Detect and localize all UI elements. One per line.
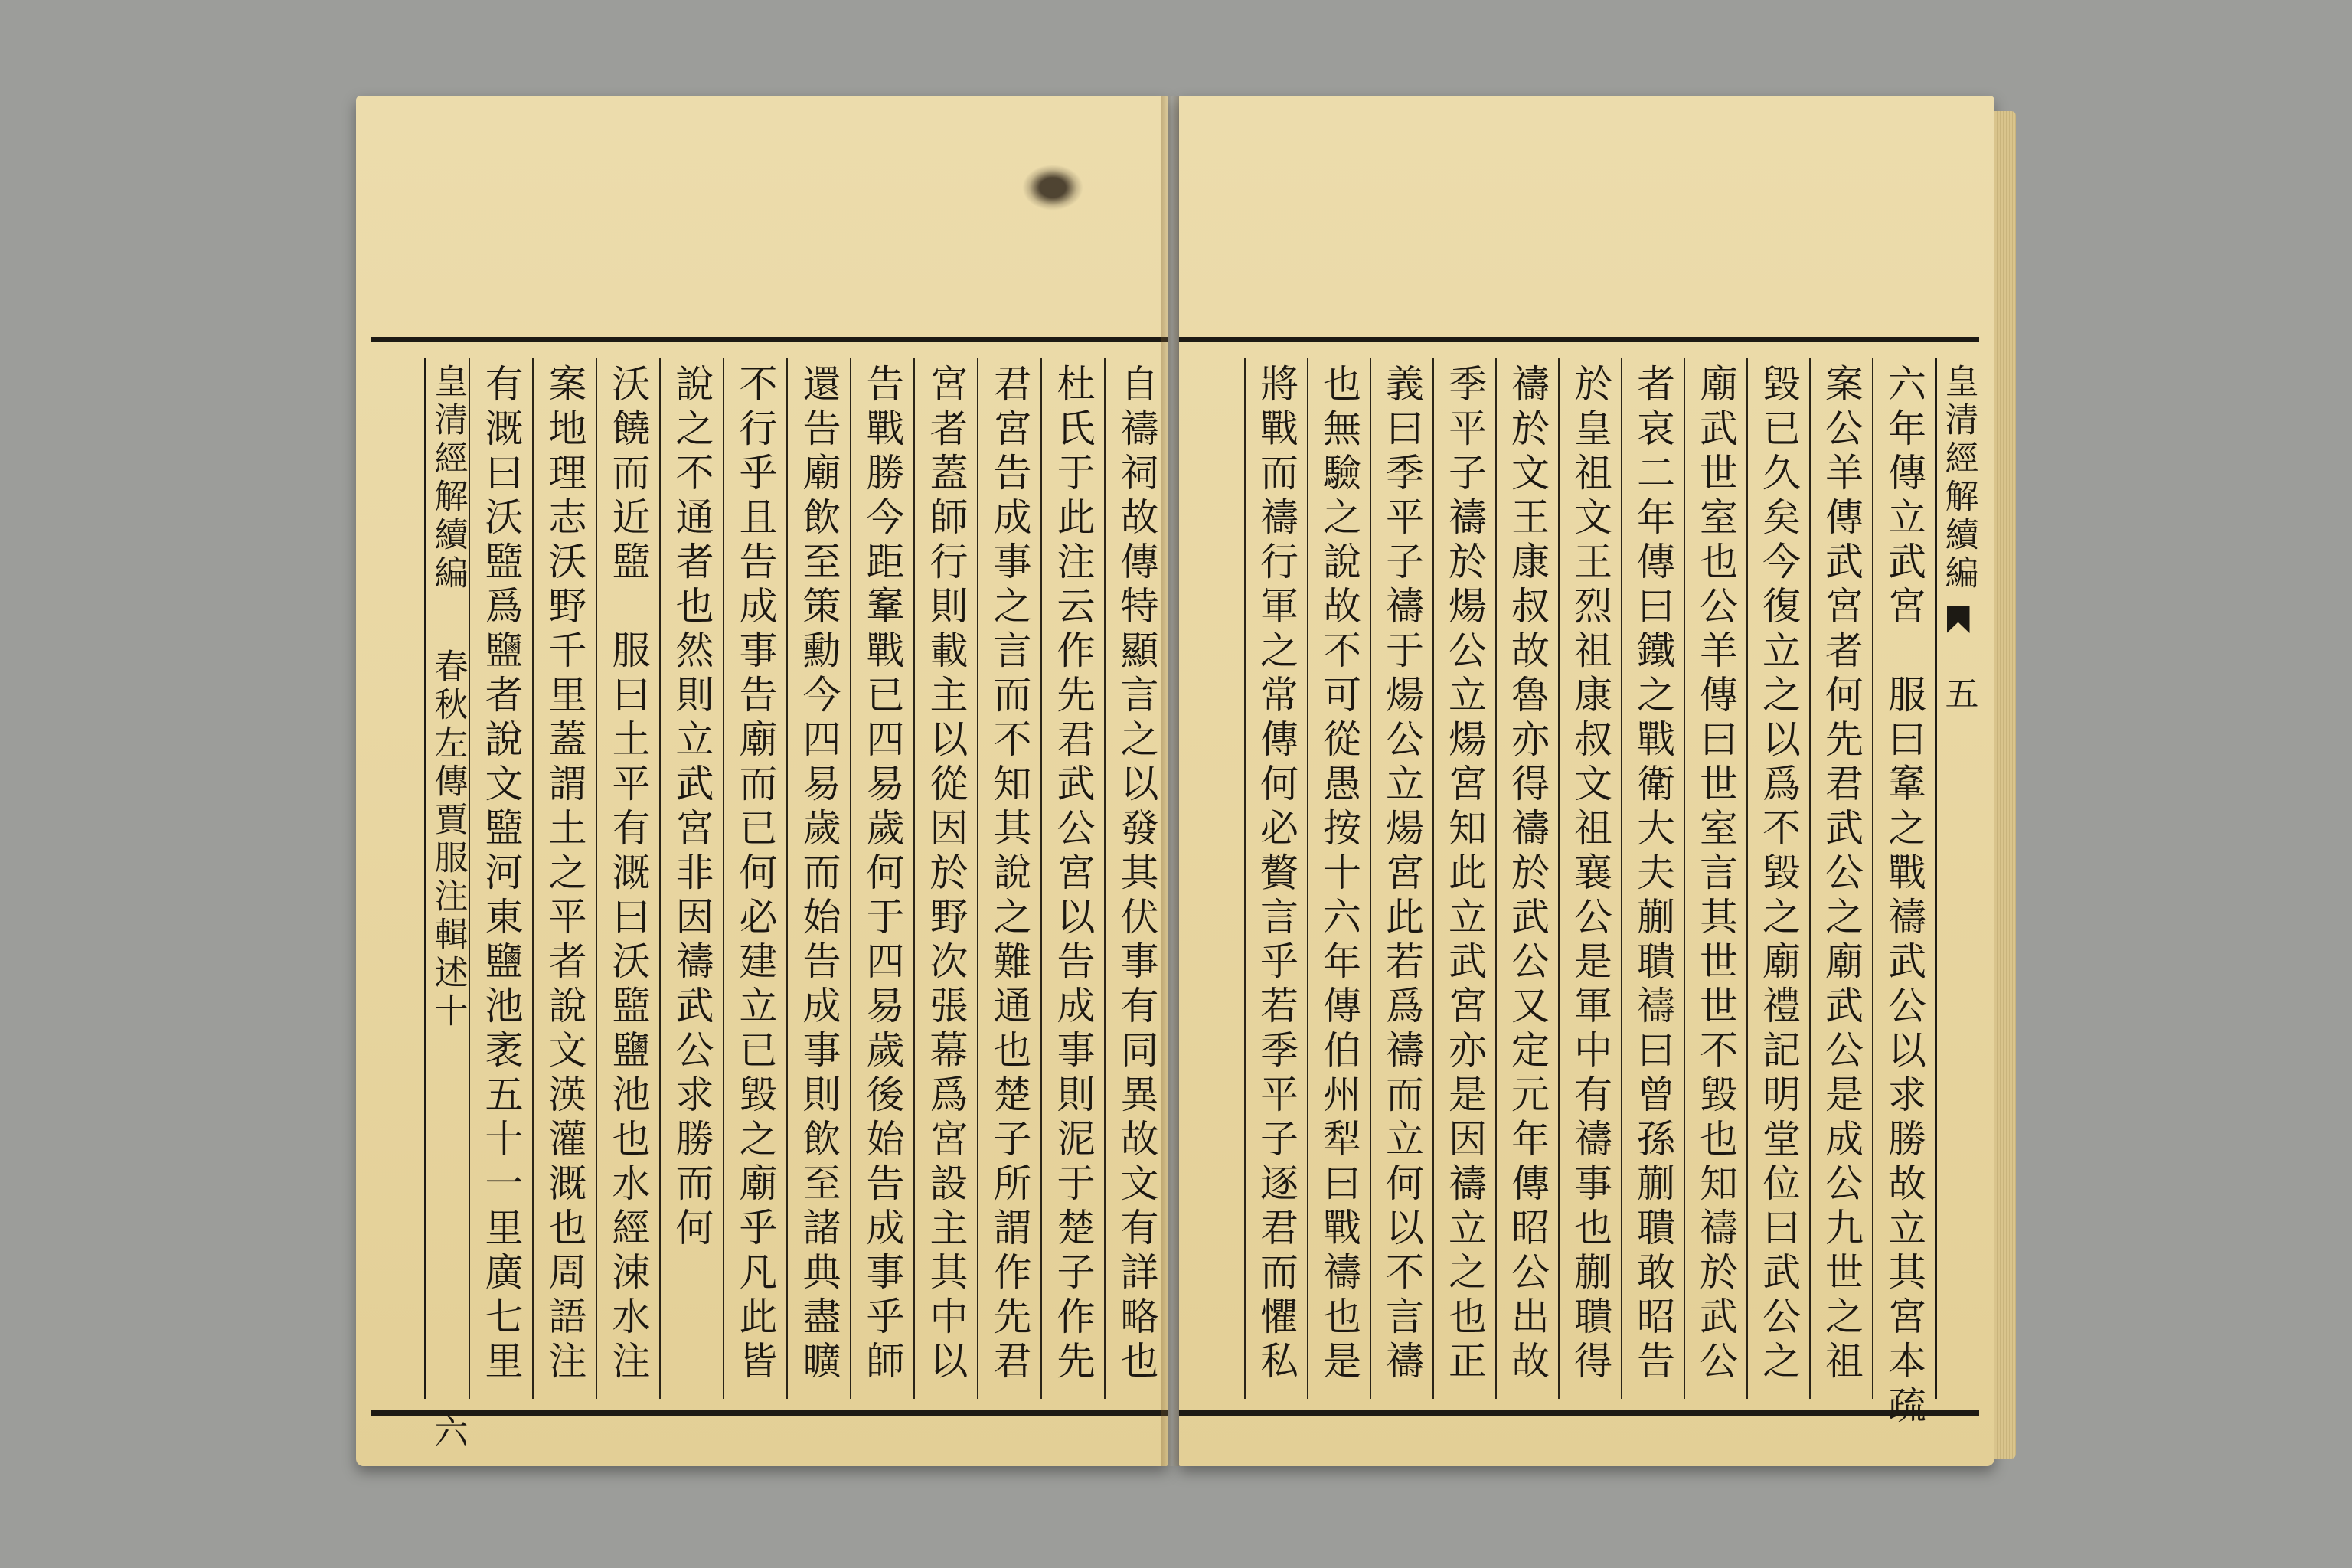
right-column-5: 者哀二年傳曰鐵之戰衛大夫蒯聵禱曰曾孫蒯聵敢昭告 — [1621, 358, 1684, 1399]
left-page — [356, 96, 1168, 1466]
right-column-1: 六年傳立武宮 服曰鞌之戰禱武公以求勝故立其宮本疏 — [1872, 358, 1935, 1399]
left-column-10: 案地理志沃野千里蓋謂土之平者說文渶灌溉也周語注 — [532, 358, 596, 1399]
right-column-11: 將戰而禱行軍之常傳何必贅言乎若季平子逐君而懼私 — [1244, 358, 1307, 1399]
left-column-5: 告戰勝今距鞌戰已四易歲何于四易歲後始告成事乎師 — [850, 358, 913, 1399]
left-folio-number: 六 — [428, 1414, 468, 1454]
left-column-9: 沃饒而近盬 服曰土平有溉曰沃盬鹽池也水經涑水注 — [596, 358, 659, 1399]
left-column-2: 杜氏于此注云作先君武公宮以告成事則泥于楚子作先 — [1040, 358, 1104, 1399]
right-text-frame — [1179, 337, 1979, 1429]
right-page — [1179, 96, 1994, 1466]
page-edges — [1994, 111, 2016, 1459]
right-column-2: 案公羊傳武宮者何先君武公之廟武公是成公九世之祖 — [1809, 358, 1872, 1399]
left-margin-subtitle: 春秋左傳賈服注輯述十 — [428, 648, 468, 1031]
left-margin-title: 皇清經解續編 — [428, 364, 468, 593]
right-margin-title: 皇清經解續編 — [1939, 364, 1978, 593]
left-text-frame — [371, 337, 1168, 1454]
right-column-4: 廟武世室也公羊傳曰世室言其世世不毀也知禱於武公 — [1684, 358, 1746, 1399]
left-columns — [371, 358, 1168, 1454]
right-column-9: 義曰季平子禱于煬公立煬宮此若爲禱而立何以不言禱 — [1370, 358, 1432, 1399]
ink-stain — [1022, 165, 1083, 211]
right-column-10: 也無驗之說故不可從愚按十六年傳伯州犁曰戰禱也是 — [1307, 358, 1370, 1399]
left-column-6: 還告廟飲至策勳今四易歲而始告成事則飲至諸典盡曠 — [786, 358, 850, 1399]
right-column-6: 於皇祖文王烈祖康叔文祖襄公是軍中有禱事也蒯聵得 — [1558, 358, 1621, 1399]
left-margin-strip — [424, 358, 469, 1454]
left-column-1: 自禱祠故傳特顯言之以發其伏事有同異故文有詳略也 — [1104, 358, 1168, 1399]
open-book — [348, 88, 2010, 1478]
right-columns — [1179, 358, 1979, 1429]
left-column-3: 君宮告成事之言而不知其說之難通也楚子所謂作先君 — [977, 358, 1040, 1399]
fish-tail-mark-icon — [1947, 606, 1970, 633]
right-column-3: 毀已久矣今復立之以爲不毀之廟禮記明堂位曰武公之 — [1746, 358, 1809, 1399]
left-column-7: 不行乎且告成事告廟而已何必建立已毀之廟乎凡此皆 — [723, 358, 786, 1399]
right-folio-number: 五 — [1939, 676, 1978, 716]
right-column-7: 禱於文王康叔故魯亦得禱於武公又定元年傳昭公出故 — [1495, 358, 1558, 1399]
left-column-11: 有溉曰沃盬爲鹽者說文盬河東鹽池袤五十一里廣七里 — [469, 358, 532, 1399]
right-column-8: 季平子禱於煬公立煬宮知此立武宮亦是因禱立之也正 — [1432, 358, 1495, 1399]
left-column-8: 說之不通者也然則立武宮非因禱武公求勝而何 — [659, 358, 723, 1399]
right-margin-strip — [1935, 358, 1979, 1399]
left-column-4: 宮者蓋師行則載主以從因於野次張幕爲宮設主其中以 — [913, 358, 977, 1399]
